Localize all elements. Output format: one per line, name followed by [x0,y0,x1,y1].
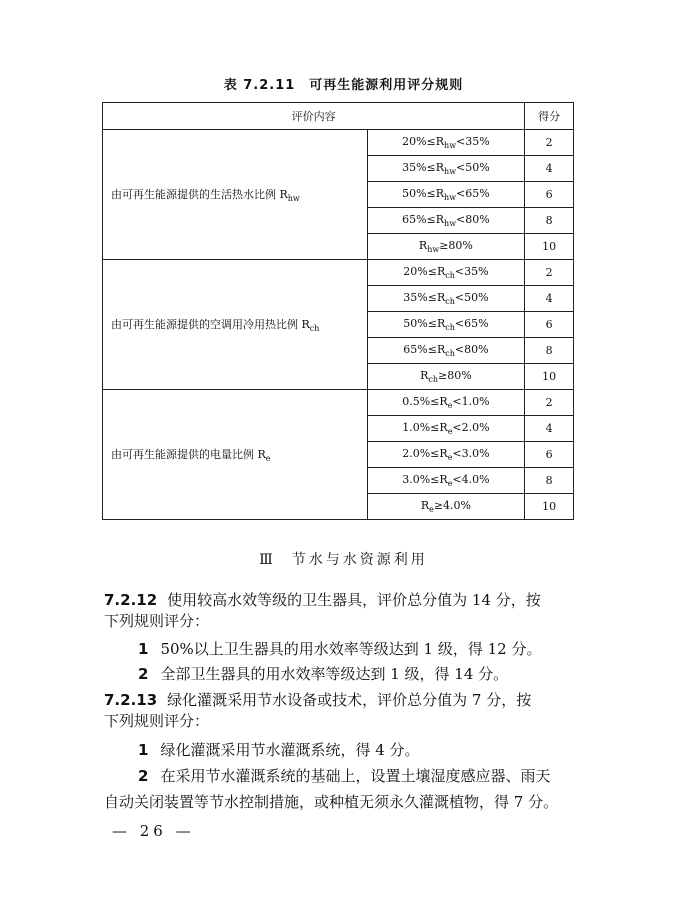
group-label-text: 由可再生能源提供的生活热水比例 R [111,187,288,201]
score-cell: 2 [525,130,574,156]
range-subscript: e [447,479,453,489]
score-cell: 10 [525,494,574,520]
item-text: 绿化灌溉采用节水灌溉系统，得 4 分。 [160,741,420,759]
range-tail: ≥4.0% [433,498,472,512]
range-subscript: hw [444,167,457,177]
range-cell [367,364,525,390]
score-cell: 6 [525,182,574,208]
header-content: 评价内容 [103,103,525,130]
clause-7-2-12 [104,590,578,632]
range-cell [367,442,525,468]
range-subscript: ch [445,323,455,333]
range-text: 1.0%≤R [402,420,448,434]
range-text: R [418,238,428,252]
group-label-text: 由可再生能源提供的电量比例 R [111,447,266,461]
range-cell [367,156,525,182]
row-group-label [103,130,368,260]
list-item [104,740,578,761]
table-row [103,260,574,286]
group-label-text: 由可再生能源提供的空调用冷用热比例 R [111,317,310,331]
range-subscript: ch [445,349,455,359]
range-subscript: ch [445,297,455,307]
clause-7-2-13 [104,690,578,732]
range-cell [367,130,525,156]
range-tail: <35% [456,134,490,148]
range-text: 35%≤R [402,160,445,174]
score-cell: 2 [525,260,574,286]
table-row [103,130,574,156]
range-tail: <2.0% [452,420,490,434]
clause-text-cont: 下列规则评分： [104,712,210,730]
range-subscript: e [447,427,453,437]
range-cell [367,286,525,312]
item-text: 全部卫生器具的用水效率等级达到 1 级，得 14 分。 [160,665,509,683]
range-text: 20%≤R [402,134,445,148]
range-subscript: e [429,505,434,515]
range-cell [367,260,525,286]
group-label-subscript: hw [287,194,300,204]
section-heading [0,549,687,569]
table-header-row [103,103,574,130]
range-tail: <35% [454,264,489,278]
item-number: 2 [138,767,149,785]
range-text: 20%≤R [403,264,446,278]
range-subscript: hw [444,141,457,151]
item-text: 50%以上卫生器具的用水效率等级达到 1 级，得 12 分。 [160,640,542,658]
range-cell [367,338,525,364]
range-cell [367,390,525,416]
score-cell: 6 [525,442,574,468]
item-number: 2 [138,665,149,683]
range-text: 65%≤R [403,342,446,356]
range-text: R [420,498,430,512]
score-cell: 8 [525,208,574,234]
table-row [103,390,574,416]
range-text: 65%≤R [402,212,445,226]
score-cell: 10 [525,234,574,260]
list-item [104,639,578,660]
range-subscript: e [447,453,453,463]
range-subscript: hw [427,245,440,255]
row-group-label [103,390,368,520]
range-text: R [420,368,429,382]
range-cell [367,494,525,520]
score-cell: 4 [525,156,574,182]
range-tail: <3.0% [452,446,490,460]
range-tail: <80% [454,342,489,356]
range-text: 35%≤R [403,290,446,304]
score-cell: 4 [525,416,574,442]
item-text: 在采用节水灌溉系统的基础上，设置土壤湿度感应器、雨天 [160,767,551,785]
range-text: 50%≤R [403,316,446,330]
range-cell [367,468,525,494]
range-tail: <50% [454,290,489,304]
range-text: 2.0%≤R [402,446,448,460]
range-cell [367,182,525,208]
section-title: 节水与水资源利用 [291,552,428,568]
list-item [104,664,578,685]
score-cell: 10 [525,364,574,390]
range-tail: <1.0% [452,394,490,408]
range-cell [367,234,525,260]
range-tail: ≥80% [438,368,472,382]
range-tail: <4.0% [452,472,490,486]
group-label-subscript: e [265,454,271,464]
row-group-label [103,260,368,390]
range-text: 50%≤R [402,186,445,200]
group-label-subscript: ch [309,324,320,334]
item-number: 1 [138,640,149,658]
range-subscript: hw [444,193,457,203]
range-tail: <65% [454,316,489,330]
range-tail: ≥80% [439,238,473,252]
score-cell: 6 [525,312,574,338]
range-subscript: ch [428,375,439,385]
score-cell: 2 [525,390,574,416]
table-title: 表 7.2.11 可再生能源利用评分规则 [223,78,464,93]
header-score: 得分 [525,103,574,130]
score-cell: 4 [525,286,574,312]
range-subscript: ch [445,271,455,281]
clause-text: 绿化灌溉采用节水设备或技术，评价总分值为 7 分，按 [167,691,532,709]
range-cell [367,312,525,338]
range-tail: <80% [456,212,490,226]
range-subscript: e [447,401,453,411]
range-tail: <50% [456,160,490,174]
range-text: 3.0%≤R [402,472,448,486]
list-item-continuation: 自动关闭装置等节水控制措施，或种植无须永久灌溉植物，得 7 分。 [104,793,559,811]
item-number: 1 [138,741,149,759]
section-numeral: Ⅲ [259,552,276,568]
page-number: — 26 — [112,822,195,840]
range-subscript: hw [444,219,457,229]
scoring-table [102,102,574,520]
clause-number: 7.2.13 [104,691,158,709]
range-tail: <65% [456,186,490,200]
list-item [104,766,578,787]
clause-text-cont: 下列规则评分： [104,612,210,630]
clause-text: 使用较高水效等级的卫生器具，评价总分值为 14 分，按 [167,591,541,609]
score-cell: 8 [525,338,574,364]
range-cell [367,208,525,234]
score-cell: 8 [525,468,574,494]
range-text: 0.5%≤R [402,394,448,408]
range-cell [367,416,525,442]
clause-number: 7.2.12 [104,591,158,609]
